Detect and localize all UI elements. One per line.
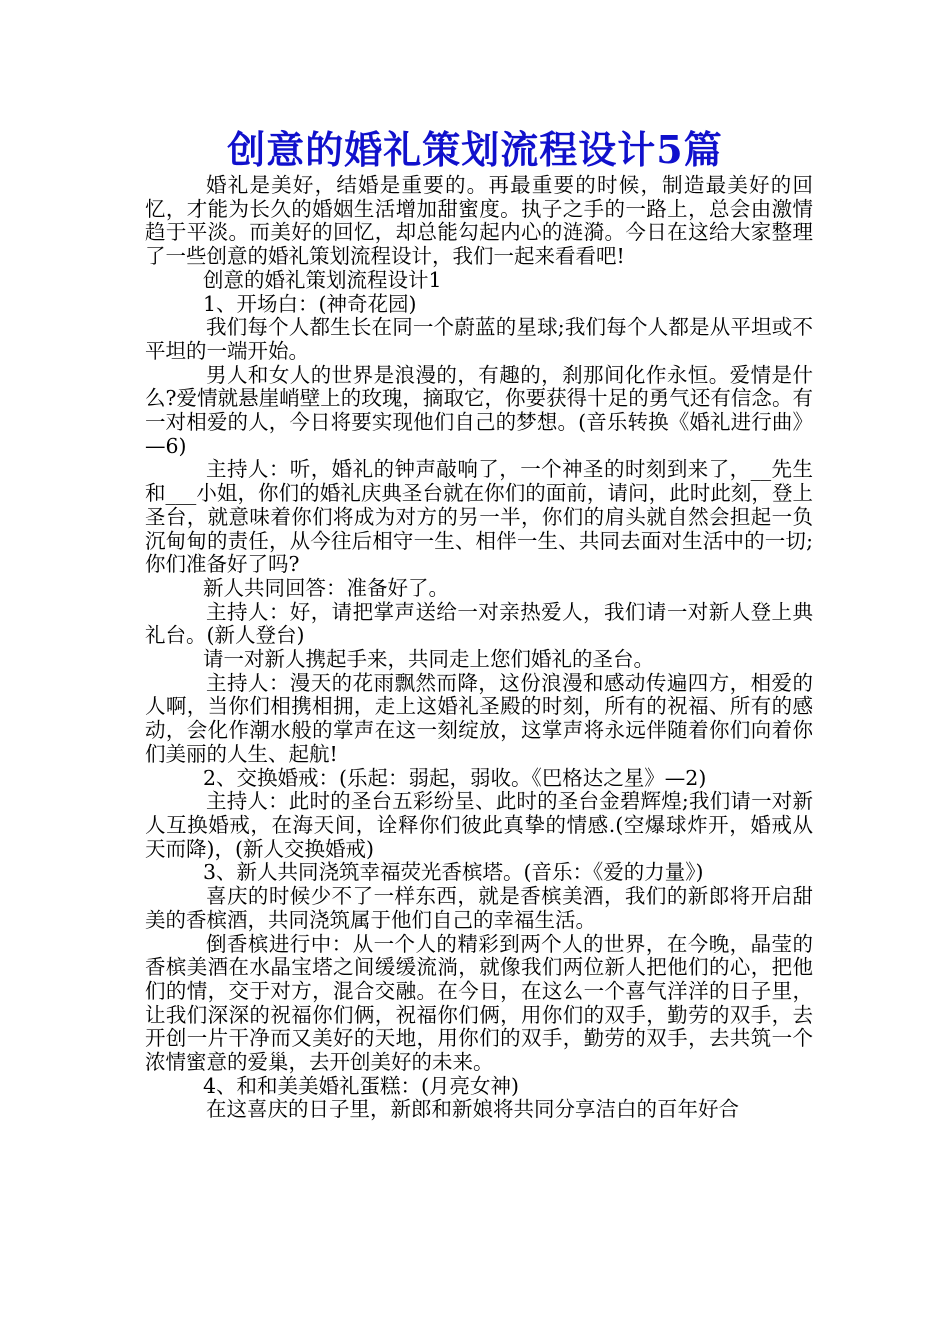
paragraph: 我们每个人都生长在同一个蔚蓝的星球;我们每个人都是从平坦或不平坦的一端开始。 [145,315,813,363]
intro-paragraph: 婚礼是美好，结婚是重要的。再最重要的时候，制造最美好的回忆，才能为长久的婚姻生活增加甜蜜度。执子之手的一路上，总会由激情趋于平淡。而美好的回忆，却总能勾起内心的涟漪。今日在这给大家整理了一些创意的婚礼策划流程设计，我们一起来看看吧! [145,173,813,269]
paragraph: 喜庆的时候少不了一样东西，就是香槟美酒，我们的新郎将开启甜美的香槟酒，共同浇筑属于他们自己的幸福生活。 [145,884,813,932]
paragraph: 主持人：漫天的花雨飘然而降，这份浪漫和感动传遍四方，相爱的人啊，当你们相携相拥，走上这婚礼圣殿的时刻，所有的祝福、所有的感动，会化作潮水般的掌声在这一刻绽放，这掌声将永远伴随着你们向着你们美丽的人生、起航! [145,670,813,766]
paragraph: 主持人：听，婚礼的钟声敲响了，一个神圣的时刻到来了，__先生和___小姐，你们的婚礼庆典圣台就在你们的面前，请问，此时此刻，登上圣台，就意味着你们将成为对方的另一半，你们的肩头就自然会担起一负沉甸甸的责任，从今往后相守一生、相伴一生、共同去面对生活中的一切;你们准备好了吗? [145,457,813,577]
step-heading: 2、交换婚戒：(乐起：弱起，弱收。《巴格达之星》—2) [203,765,707,790]
paragraph: 男人和女人的世界是浪漫的，有趣的，刹那间化作永恒。爱情是什么?爱情就悬崖峭壁上的玫瑰，摘取它，你要获得十足的勇气还有信念。有一对相爱的人，今日将要实现他们自己的梦想。(音乐转换《婚礼进行曲》—6) [145,362,813,458]
step-heading: 3、新人共同浇筑幸福荧光香槟塔。(音乐：《爱的力量》) [203,860,704,885]
step-heading: 4、和和美美婚礼蛋糕：(月亮女神) [203,1073,520,1098]
paragraph: 请一对新人携起手来，共同走上您们婚礼的圣台。 [203,647,654,672]
step-heading: 1、开场白：(神奇花园) [203,291,417,316]
paragraph: 在这喜庆的日子里，新郎和新娘将共同分享洁白的百年好合 [206,1097,739,1122]
paragraph: 倒香槟进行中：从一个人的精彩到两个人的世界，在今晚，晶莹的香槟美酒在水晶宝塔之间缓缓流淌，就像我们两位新人把他们的心，把他们的情，交于对方，混合交融。在今日，在这么一个喜气洋洋的日子里，让我们深深的祝福你们俩，祝福你们俩，用你们的双手，勤劳的双手，去开创一片干净而又美好的天地，用你们的双手，勤劳的双手，去共筑一个浓情蜜意的爱巢，去开创美好的未来。 [145,931,813,1075]
document-title: 创意的婚礼策划流程设计5篇 [227,127,723,172]
section-heading: 创意的婚礼策划流程设计1 [203,267,442,292]
paragraph: 新人共同回答：准备好了。 [203,575,449,600]
document-body [145,174,813,1122]
paragraph: 主持人：好，请把掌声送给一对亲热爱人，我们请一对新人登上典礼台。(新人登台) [145,599,813,648]
paragraph: 主持人：此时的圣台五彩纷呈、此时的圣台金碧辉煌;我们请一对新人互换婚戒，在海天间，诠释你们彼此真挚的情感.(空爆球炸开，婚戒从天而降)，(新人交换婚戒) [145,789,813,861]
